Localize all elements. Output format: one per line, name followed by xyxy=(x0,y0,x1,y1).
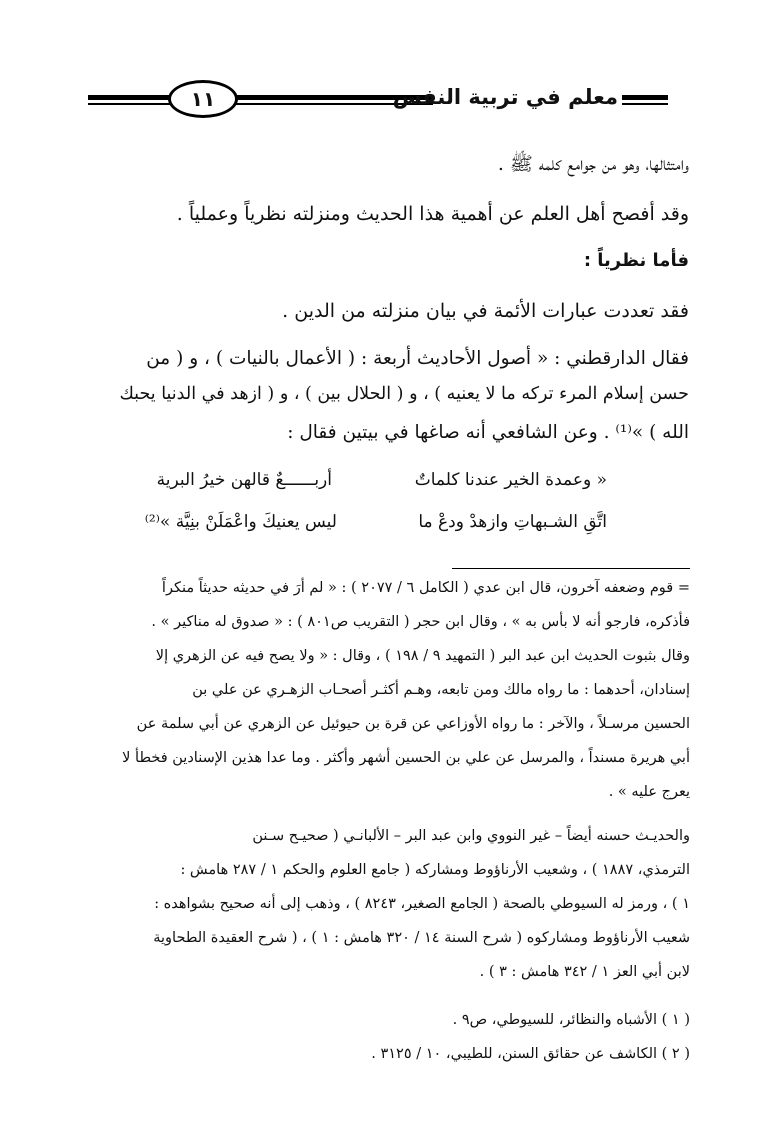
footnote-reference-2: ( ٢ ) الكاشف عن حقائق السنن، للطيبي، ١٠ / ٣١٢٥ . xyxy=(371,1046,690,1062)
footnote-line: يعرج عليه » . xyxy=(608,784,690,800)
footnote-line: الترمذي، ١٨٨٧ ) ، وشعيب الأرناؤوط ومشاركه ( جامع العلوم والحكم ١ / ٢٨٧ هامش : xyxy=(180,862,690,878)
footnote-line: والحديـث حسنه أيضاً – غير النووي وابن عبد البر – الألبانـي ( صحيـح سـنن xyxy=(252,828,690,844)
page-header xyxy=(0,0,757,130)
poem-verse-2-hemistich-a: اتَّقِ الشـبهاتِ وازهدْ ودعْ ما xyxy=(418,512,607,532)
poem-verse-2-hemistich-b: ليس يعنيكَ واعْمَلَنْ بنِيَّة »⁽²⁾ xyxy=(144,512,337,532)
header-rule xyxy=(88,95,172,100)
page-number: ١١ xyxy=(168,80,238,118)
header-rule xyxy=(622,95,668,100)
footnote-line: ١ ) ، ورمز له السيوطي بالصحة ( الجامع الصغير، ٨٢٤٣ ) ، وذهب إلى أنه صحيح بشواهده : xyxy=(154,896,690,912)
body-line-5: فقال الدارقطني : « أصول الأحاديث أربعة : ( الأعمال بالنيات ) ، و ( من xyxy=(146,348,689,369)
footnote-reference-1: ( ١ ) الأشباه والنظائر، للسيوطي، ص٩ . xyxy=(452,1012,690,1028)
body-line-4: فقد تعددت عبارات الأئمة في بيان منزلته من الدين . xyxy=(282,300,689,322)
poem-verse-1-hemistich-b: أربــــــعٌ قالهن خيرُ البرية xyxy=(156,470,332,490)
footnote-line: فأذكره، فارجو أنه لا بأس به » ، وقال ابن حجر ( التقريب ص٨٠١ ) : « صدوق له مناكير » . xyxy=(151,614,690,630)
footnote-separator xyxy=(452,568,690,569)
footnote-line: أبي هريرة مسنداً ، والمرسل عن علي بن الحسين أشهر وأكثر . وما عدا هذين الإسنادين فخطأ لا xyxy=(122,750,690,766)
footnote-line: وقال بثبوت الحديث ابن عبد البر ( التمهيد ٩ / ١٩٨ ) ، وقال : « ولا يصح فيه عن الزهري إلا xyxy=(155,648,690,664)
header-rule xyxy=(88,103,172,105)
header-rule xyxy=(622,103,668,105)
body-line-6: حسن إسلام المرء تركه ما لا يعنيه ) ، و ( الحلال بين ) ، و ( ازهد في الدنيا يحبك xyxy=(119,384,689,404)
footnote-line: = قوم وضعفه آخرون، قال ابن عدي ( الكامل ٦ / ٢٠٧٧ ) : « لم أرَ في حديثه حديثاً منكراً xyxy=(161,580,690,596)
body-line-1: وامتثالها، وهو من جوامع كلمه ﷺ . xyxy=(497,153,689,175)
poem-verse-1-hemistich-a: « وعمدة الخير عندنا كلماتٌ xyxy=(414,470,607,490)
body-line-2: وقد أفصح أهل العلم عن أهمية هذا الحديث ومنزلته نظرياً وعملياً . xyxy=(176,203,689,225)
footnote-line: لابن أبي العز ١ / ٣٤٢ هامش : ٣ ) . xyxy=(479,964,690,980)
footnote-line: إسنادان، أحدهما : ما رواه مالك ومن تابعه، وهـم أكثـر أصحـاب الزهـري عن علي بن xyxy=(192,682,690,698)
footnote-line: شعيب الأرناؤوط ومشاركوه ( شرح السنة ١٤ / ٣٢٠ هامش : ١ ) ، ( شرح العقيدة الطحاوية xyxy=(153,930,690,946)
section-heading: فأما نظرياً : xyxy=(583,250,689,271)
body-line-7: الله ) »⁽¹⁾ . وعن الشافعي أنه صاغها في بيتين فقال : xyxy=(287,422,689,443)
running-title: معلم في تربية النفس xyxy=(392,85,618,109)
footnote-line: الحسين مرسـلاً ، والآخر : ما رواه الأوزاعي عن قرة بن حيوئيل عن الزهري عن أبي سلمة عن xyxy=(136,716,690,732)
